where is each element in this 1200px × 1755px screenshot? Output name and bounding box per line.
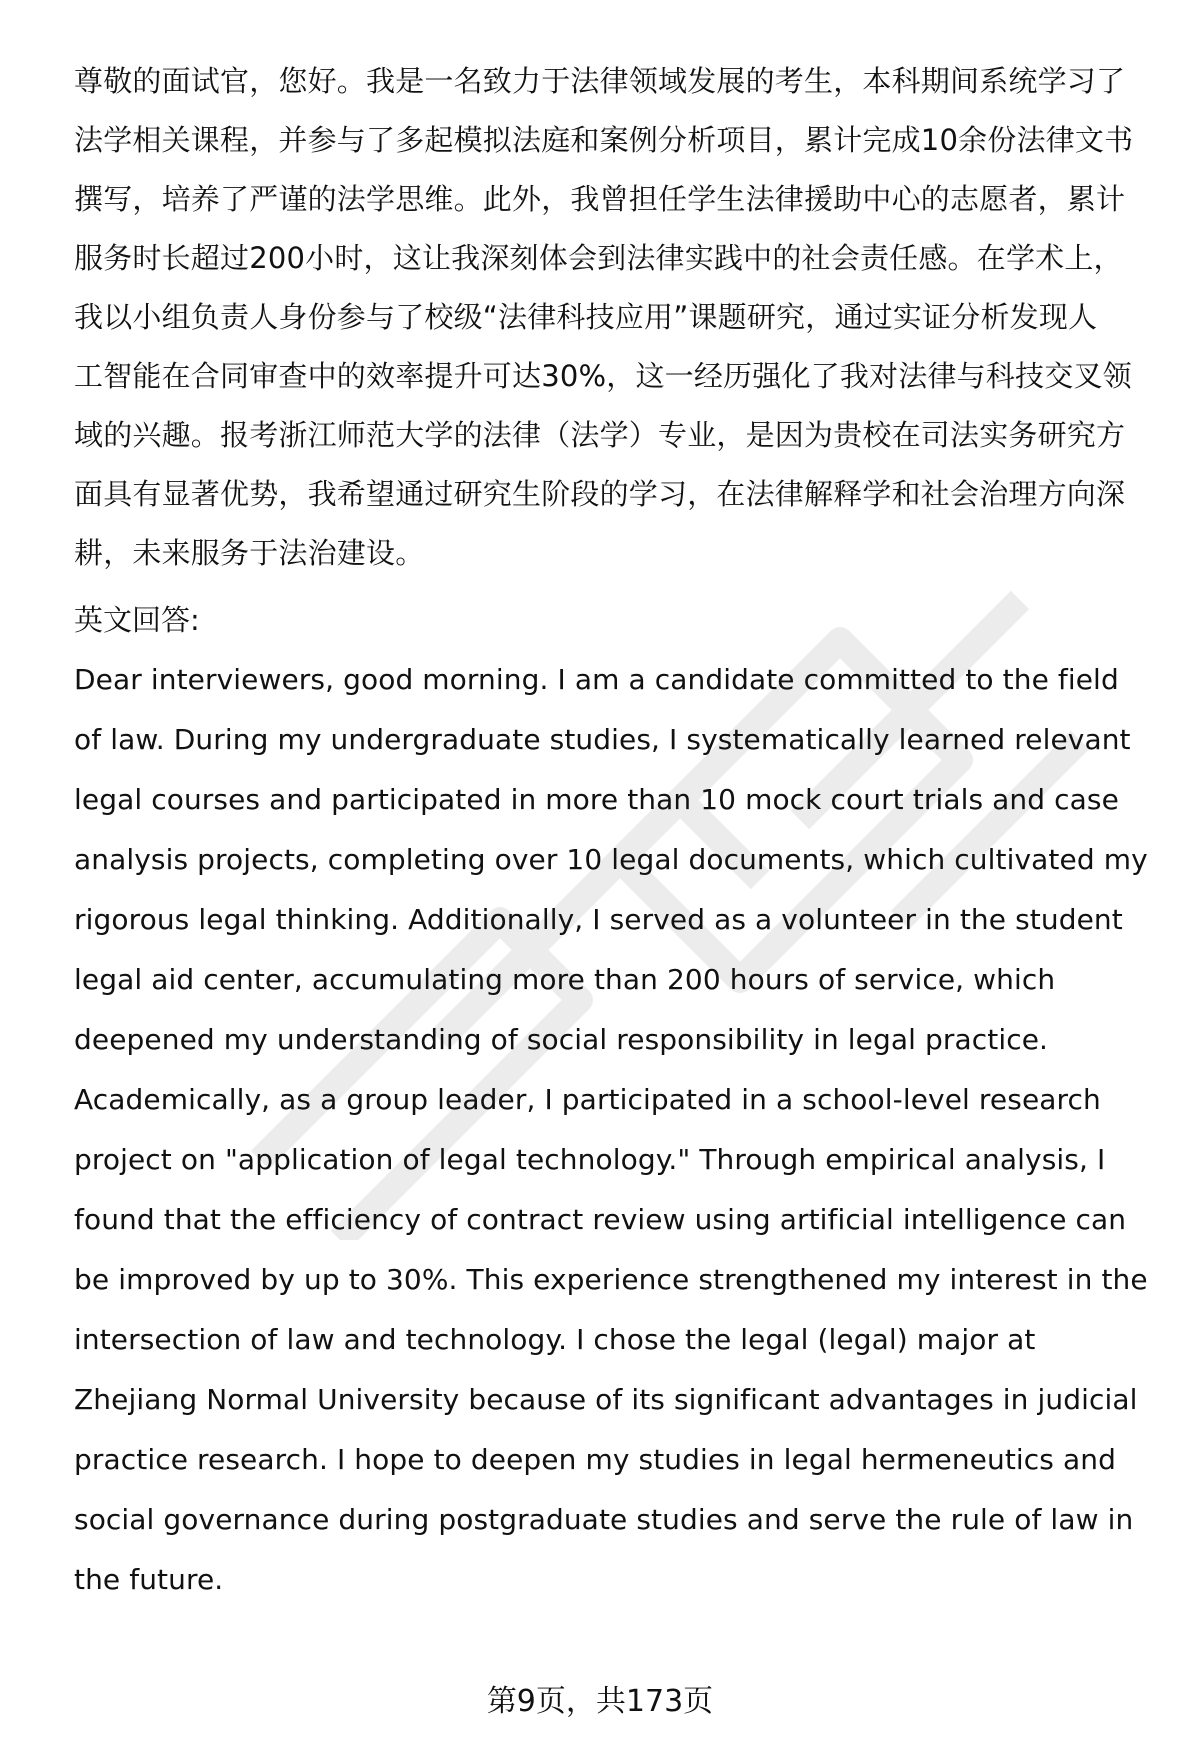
english-answer-line: Academically, as a group leader, I participated in a school-level research: [74, 1083, 1101, 1116]
english-answer-line: Zhejiang Normal University because of its significant advantages in judicial: [74, 1383, 1138, 1416]
chinese-answer-line: 我以小组负责人身份参与了校级“法律科技应用”课题研究，通过实证分析发现人: [74, 300, 1098, 334]
english-answer-line: be improved by up to 30%. This experience strengthened my interest in the: [74, 1263, 1148, 1296]
english-answer-line: social governance during postgraduate studies and serve the rule of law in: [74, 1503, 1134, 1536]
english-answer-line: intersection of law and technology. I chose the legal (legal) major at: [74, 1323, 1036, 1356]
chinese-answer-line: 工智能在合同审查中的效率提升可达30%，这一经历强化了我对法律与科技交叉领: [74, 359, 1132, 393]
chinese-answer-line: 尊敬的面试官，您好。我是一名致力于法律领域发展的考生，本科期间系统学习了: [74, 64, 1126, 98]
chinese-answer-line: 面具有显著优势，我希望通过研究生阶段的学习，在法律解释学和社会治理方向深: [74, 477, 1126, 511]
english-answer-line: legal aid center, accumulating more than 200 hours of service, which: [74, 963, 1056, 996]
chinese-answer-line: 撰写，培养了严谨的法学思维。此外，我曾担任学生法律援助中心的志愿者，累计: [74, 182, 1126, 216]
chinese-answer-line: 法学相关课程，并参与了多起模拟法庭和案例分析项目，累计完成10余份法律文书: [74, 123, 1134, 157]
english-answer-line: legal courses and participated in more than 10 mock court trials and case: [74, 783, 1119, 816]
english-answer-line: practice research. I hope to deepen my studies in legal hermeneutics and: [74, 1443, 1116, 1476]
english-answer-line: found that the efficiency of contract review using artificial intelligence can: [74, 1203, 1127, 1236]
english-answer-line: of law. During my undergraduate studies, I systematically learned relevant: [74, 723, 1131, 756]
chinese-answer-paragraph: [74, 52, 1150, 583]
english-answer-label: 英文回答:: [74, 603, 200, 637]
page-number-footer: 第9页，共173页: [486, 1684, 714, 1719]
english-answer-line: rigorous legal thinking. Additionally, I served as a volunteer in the student: [74, 903, 1123, 936]
english-answer-line: deepened my understanding of social responsibility in legal practice.: [74, 1023, 1049, 1056]
english-answer-line: project on "application of legal technology." Through empirical analysis, I: [74, 1143, 1106, 1176]
english-answer-paragraph: [74, 650, 1150, 1610]
english-answer-line: the future.: [74, 1563, 224, 1596]
chinese-answer-line: 域的兴趣。报考浙江师范大学的法律（法学）专业，是因为贵校在司法实务研究方: [74, 418, 1126, 452]
chinese-answer-line: 耕，未来服务于法治建设。: [74, 536, 425, 570]
content-area: [74, 52, 1150, 1610]
english-answer-line: analysis projects, completing over 10 legal documents, which cultivated my: [74, 843, 1148, 876]
english-answer-line: Dear interviewers, good morning. I am a candidate committed to the field: [74, 663, 1119, 696]
chinese-answer-line: 服务时长超过200小时，这让我深刻体会到法律实践中的社会责任感。在学术上，: [74, 241, 1123, 275]
